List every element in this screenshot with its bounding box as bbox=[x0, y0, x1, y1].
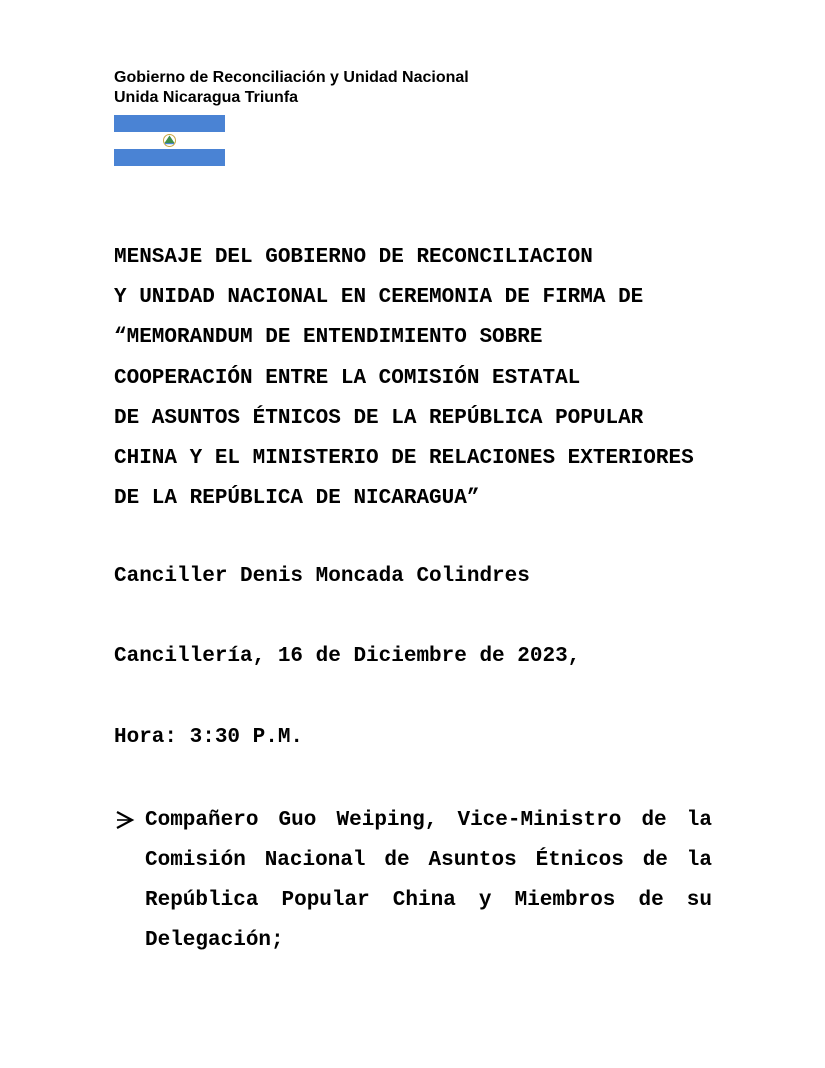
arrow-bullet-icon bbox=[114, 801, 136, 841]
place-and-date: Cancillería, 16 de Diciembre de 2023, bbox=[114, 645, 581, 668]
title-line: “MEMORANDUM DE ENTENDIMIENTO SOBRE bbox=[114, 326, 543, 350]
event-time: Hora: 3:30 P.M. bbox=[114, 726, 304, 749]
speaker-name: Canciller Denis Moncada Colindres bbox=[114, 565, 530, 588]
title-line: MENSAJE DEL GOBIERNO DE RECONCILIACION bbox=[114, 246, 593, 269]
greeting-text: Compañero Guo Weiping, Vice-Ministro de la Comisión Nacional de Asuntos Étnicos de la República Popular China y Miembros de su Delegación; bbox=[145, 809, 712, 952]
header-government-name: Gobierno de Reconciliación y Unidad Nacional bbox=[114, 69, 469, 86]
title-line: DE LA REPÚBLICA DE NICARAGUA” bbox=[114, 487, 480, 511]
nicaragua-flag-icon bbox=[114, 115, 225, 166]
document-header bbox=[114, 68, 469, 108]
title-line: DE ASUNTOS ÉTNICOS DE LA REPÚBLICA POPULAR bbox=[114, 406, 644, 430]
title-line: Y UNIDAD NACIONAL EN CEREMONIA DE FIRMA DE bbox=[114, 286, 644, 310]
title-line: CHINA Y EL MINISTERIO DE RELACIONES EXTERIORES bbox=[114, 446, 694, 470]
title-line: COOPERACIÓN ENTRE LA COMISIÓN ESTATAL bbox=[114, 366, 581, 390]
header-slogan: Unida Nicaragua Triunfa bbox=[114, 89, 299, 106]
document-title bbox=[114, 238, 694, 519]
